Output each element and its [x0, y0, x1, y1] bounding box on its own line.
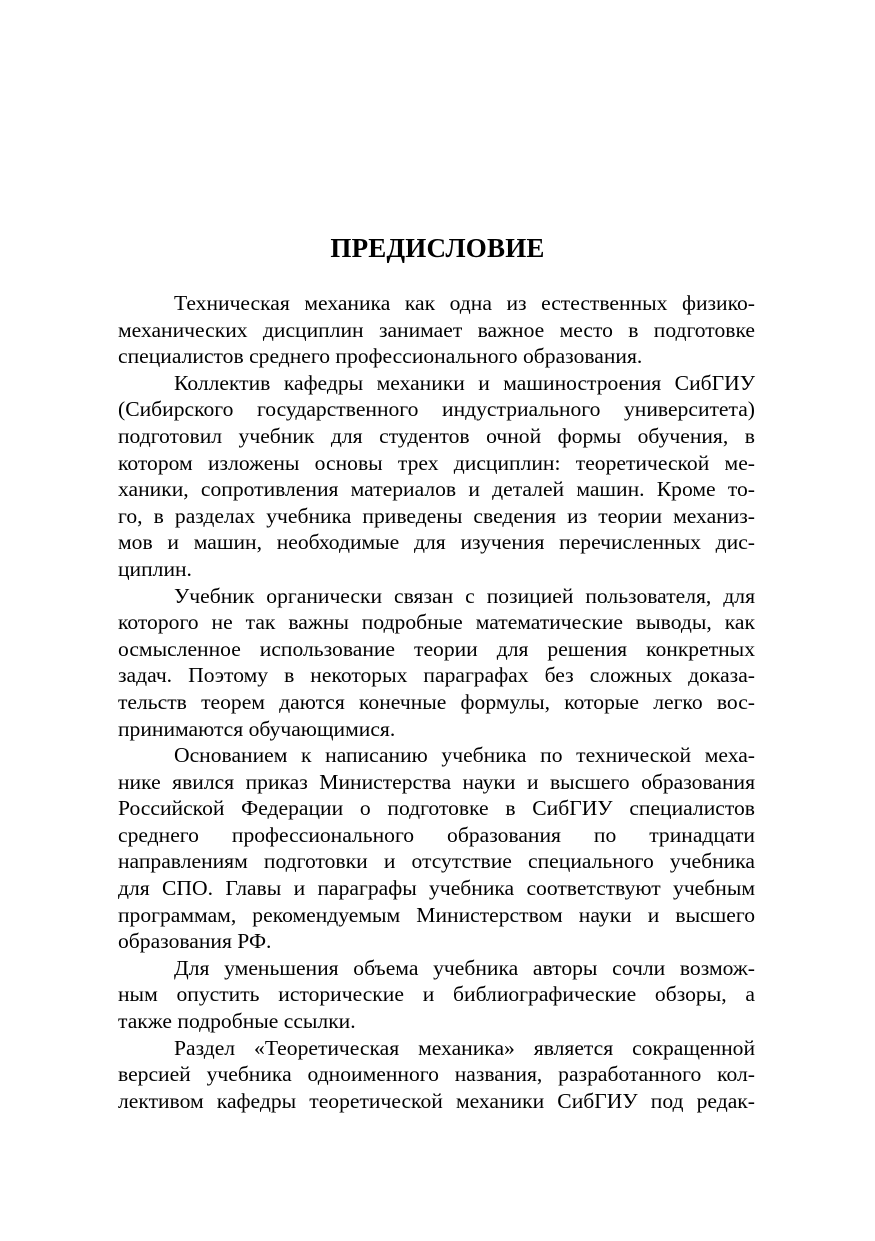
paragraph-4-line-8: образования РФ. [118, 929, 272, 954]
paragraph-4-line-1: Основанием к написанию учебника по технической меха- [174, 743, 755, 768]
paragraph-1-line-1: Техническая механика как одна из естественных физико- [174, 291, 755, 315]
paragraph-3-line-4: задач. Поэтому в некоторых параграфах без сложных доказа- [118, 663, 755, 688]
paragraph-4-line-4: среднего профессионального образования по тринадцати [118, 822, 755, 847]
paragraph-4-line-3: Российской Федерации о подготовке в СибГИУ специалистов [118, 796, 755, 821]
paragraph-2-line-5: ханики, сопротивления материалов и деталей машин. Кроме то- [118, 477, 755, 502]
paragraph-1-line-3: специалистов среднего профессионального образования. [118, 344, 643, 369]
paragraph-2-line-4: котором изложены основы трех дисциплин: теоретической ме- [118, 450, 755, 475]
paragraph-3-line-1: Учебник органически связан с позицией пользователя, для [174, 583, 755, 608]
paragraph-6-line-1: Раздел «Теоретическая механика» является сокращенной [174, 1035, 755, 1060]
paragraph-1-line-2: механических дисциплин занимает важное место в подготовке [118, 317, 755, 342]
page-title: ПРЕДИСЛОВИЕ [330, 233, 545, 263]
paragraph-2-line-8: циплин. [118, 556, 192, 581]
paragraph-2-line-6: го, в разделах учебника приведены сведения из теории механиз- [118, 503, 755, 528]
paragraph-4-line-2: нике явился приказ Министерства науки и высшего образования [118, 769, 755, 794]
paragraph-2-line-7: мов и машин, необходимые для изучения перечисленных дис- [118, 530, 755, 555]
paragraph-5-line-1: Для уменьшения объема учебника авторы сочли возмож- [174, 955, 755, 980]
paragraph-6-line-2: версией учебника одноименного названия, разработанного кол- [118, 1062, 755, 1087]
paragraph-4-line-7: программам, рекомендуемым Министерством науки и высшего [118, 902, 755, 927]
paragraph-2-line-3: подготовил учебник для студентов очной формы обучения, в [118, 423, 755, 448]
paragraph-4-line-6: для СПО. Главы и параграфы учебника соответствуют учебным [118, 876, 755, 901]
paragraph-3-line-5: тельств теорем даются конечные формулы, которые легко вос- [118, 689, 755, 714]
paragraph-3-line-6: принимаются обучающимися. [118, 716, 396, 741]
paragraph-2-line-1: Коллектив кафедры механики и машиностроения СибГИУ [174, 370, 755, 395]
paragraph-5-line-3: также подробные ссылки. [118, 1009, 356, 1034]
paragraph-4-line-5: направлениям подготовки и отсутствие специального учебника [118, 849, 755, 874]
paragraph-3-line-2: которого не так важны подробные математические выводы, как [118, 610, 755, 635]
paragraph-2-line-2: (Сибирского государственного индустриального университета) [118, 397, 755, 422]
paragraph-5-line-2: ным опустить исторические и библиографические обзоры, а [118, 982, 755, 1007]
paragraph-6-line-3: лективом кафедры теоретической механики СибГИУ под редак- [118, 1088, 755, 1113]
paragraph-3-line-3: осмысленное использование теории для решения конкретных [118, 636, 755, 661]
preface-body [118, 290, 755, 1114]
